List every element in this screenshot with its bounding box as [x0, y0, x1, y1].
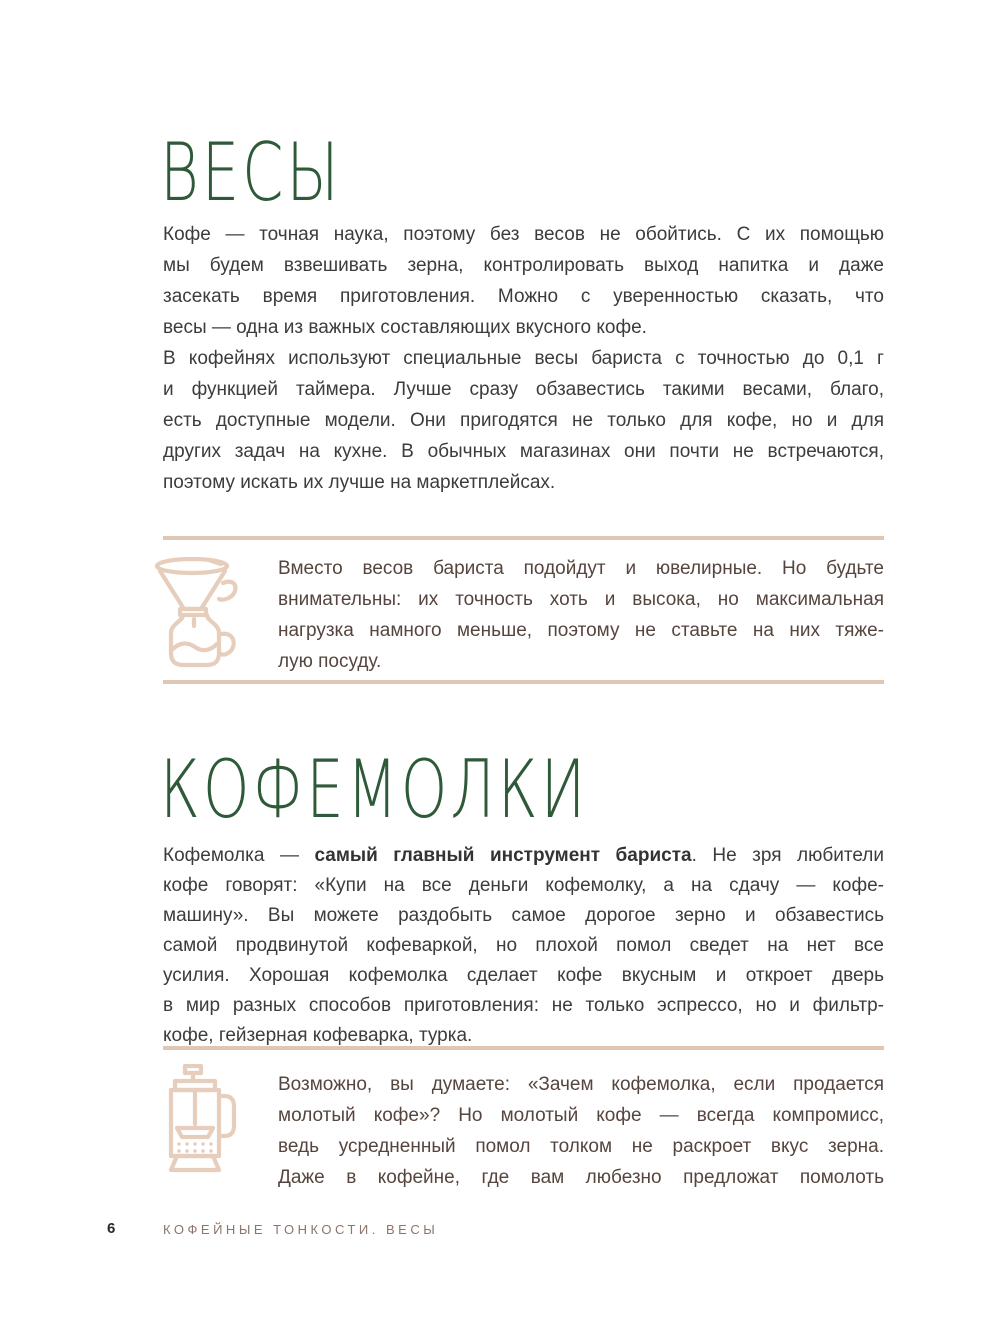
text-line: Вместо весов бариста подойдут и ювелирные. Но будьте	[278, 558, 884, 579]
paragraph	[163, 841, 884, 1051]
bold-text-segment: самый главный инструмент бариста	[314, 845, 692, 866]
text-line: и функцией таймера. Лучше сразу обзавестись такими весами, благо,	[163, 379, 884, 400]
text-line: поэтому искать их лучше на маркетплейсах.	[163, 472, 556, 493]
text-line: Возможно, вы думаете: «Зачем кофемолка, если продается	[278, 1074, 884, 1095]
text-line: усилия. Хорошая кофемолка сделает кофе вкусным и откроет дверь	[163, 965, 884, 986]
french-press-icon	[151, 1064, 239, 1176]
text-line: самой продвинутой кофеваркой, но плохой помол сведет на нет все	[163, 935, 884, 956]
text-segment: Кофемолка —	[163, 845, 315, 866]
text-line: Даже в кофейне, где вам любезно предложат помолоть	[278, 1167, 884, 1188]
section-title-vesy: ВЕСЫ	[160, 126, 342, 219]
text-line: кофе, гейзерная кофеварка, турка.	[163, 1025, 473, 1046]
callout-text	[278, 553, 884, 677]
section-title-kofemolki: КОФЕМОЛКИ	[160, 743, 589, 836]
text-line: кофе говорят: «Купи на все деньги кофемолку, а на сдачу — кофе-	[163, 875, 884, 896]
text-line: засекать время приготовления. Можно с уверенностью сказать, что	[163, 286, 884, 307]
callout-divider-top	[163, 1046, 884, 1050]
callout-divider-bottom	[163, 680, 884, 684]
pour-over-icon	[151, 557, 239, 669]
text-line: в мир разных способов приготовления: не только эспрессо, но и фильтр-	[163, 995, 884, 1016]
text-line: машину». Вы можете раздобыть самое дорогое зерно и обзавестись	[163, 905, 884, 926]
text-line: лую посуду.	[278, 651, 382, 672]
running-title: КОФЕЙНЫЕ ТОНКОСТИ. ВЕСЫ	[163, 1222, 439, 1237]
callout-text	[278, 1069, 884, 1193]
page-number: 6	[107, 1220, 116, 1237]
text-line: других задач на кухне. В обычных магазинах они почти не встречаются,	[163, 441, 884, 462]
text-segment: . Не зря любители	[691, 845, 884, 866]
text-line: есть доступные модели. Они пригодятся не только для кофе, но и для	[163, 410, 884, 431]
text-line: весы — одна из важных составляющих вкусного кофе.	[163, 317, 647, 338]
text-line: молотый кофе»? Но молотый кофе — всегда компромисс,	[278, 1105, 884, 1126]
text-line: нагрузка намного меньше, поэтому не ставьте на них тяже-	[278, 620, 884, 641]
text-line: ведь усредненный помол толком не раскроет вкус зерна.	[278, 1136, 884, 1157]
text-line	[163, 841, 884, 871]
callout-divider-top	[163, 536, 884, 540]
paragraph	[163, 219, 884, 343]
paragraph	[163, 343, 884, 498]
text-line: Кофе — точная наука, поэтому без весов не обойтись. С их помощью	[163, 224, 884, 245]
text-line: мы будем взвешивать зерна, контролировать выход напитка и даже	[163, 255, 884, 276]
text-line: В кофейнях используют специальные весы бариста с точностью до 0,1 г	[163, 348, 884, 369]
text-line: внимательны: их точность хоть и высока, но максимальная	[278, 589, 884, 610]
